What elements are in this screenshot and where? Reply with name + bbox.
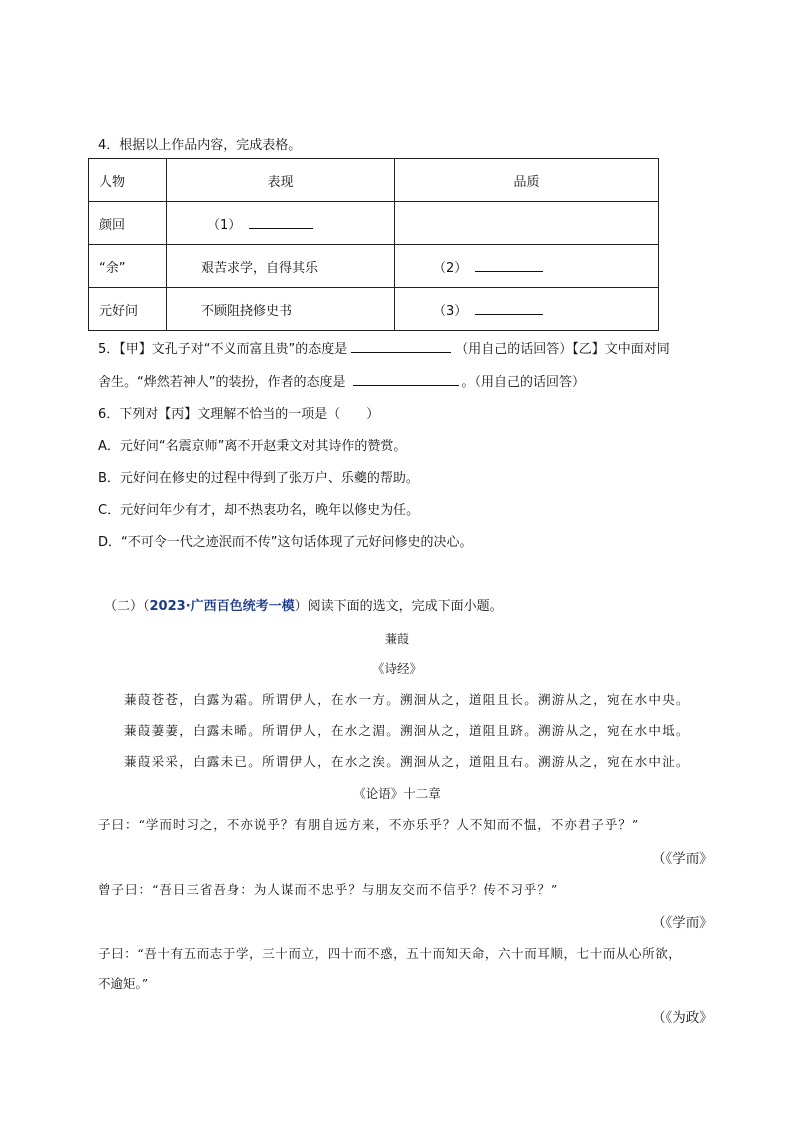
row-performance: 艰苦求学，自得其乐: [167, 245, 395, 288]
q5-blank-1[interactable]: [351, 340, 451, 353]
q5-text: （用自己的话回答）【乙】文中面对同: [455, 342, 670, 357]
row-person: 元好问: [89, 288, 167, 331]
q5-line-1: [98, 338, 670, 357]
blank-label: （3）: [433, 303, 468, 319]
q5-line-2: [98, 371, 585, 390]
section-suffix: ）阅读下面的选文，完成下面小题。: [294, 599, 503, 614]
analects-entry-continued: 不逾矩。”: [98, 976, 149, 991]
header-quality: 品质: [395, 159, 659, 202]
row-person: “余”: [89, 245, 167, 288]
analects-entry: 曾子曰：“吾日三省吾身：为人谋而不忠乎？与朋友交而不信乎？传不习乎？”: [98, 882, 559, 897]
option-c[interactable]: C．元好问年少有才，却不热衷功名，晚年以修史为任。: [98, 503, 420, 518]
row-quality: [395, 245, 659, 288]
table-row: [89, 288, 659, 331]
row-quality: [395, 288, 659, 331]
poem-line: 蒹葭苍苍，白露为霜。所谓伊人，在水一方。溯洄从之，道阻且长。溯游从之，宛在水中央。: [124, 692, 690, 707]
q5-text: 5．【甲】文孔子对“不义而富且贵”的态度是: [98, 342, 348, 357]
q5-text: 。（用自己的话回答）: [461, 375, 585, 390]
row-performance: [167, 202, 395, 245]
option-b[interactable]: B．元好问在修史的过程中得到了张万户、乐夔的帮助。: [98, 471, 419, 486]
poem-line: 蒹葭采采，白露未已。所谓伊人，在水之涘。溯洄从之，道阻且右。溯游从之，宛在水中沚。: [124, 754, 690, 769]
answer-table: [88, 158, 659, 331]
analects-title: 《论语》十二章: [353, 786, 441, 801]
analects-entry: 子曰：“学而时习之，不亦说乎？有朋自远方来，不亦乐乎？人不知而不愠，不亦君子乎？”: [98, 817, 640, 832]
answer-blank-2[interactable]: [475, 259, 543, 272]
q5-blank-2[interactable]: [353, 373, 459, 386]
answer-blank-3[interactable]: [475, 302, 543, 315]
row-person: 颜回: [89, 202, 167, 245]
table-row: [89, 202, 659, 245]
table-header-row: [89, 159, 659, 202]
section-heading: [104, 595, 503, 614]
q4-prompt: 4．根据以上作品内容，完成表格。: [98, 138, 302, 153]
table-row: [89, 245, 659, 288]
entry-source: （《为政》: [652, 1010, 713, 1026]
poem-source: 《诗经》: [371, 661, 422, 676]
poem-line: 蒹葭萋萋，白露未晞。所谓伊人，在水之湄。溯洄从之，道阻且跻。溯游从之，宛在水中坻。: [124, 723, 690, 738]
row-performance: 不顾阻挠修史书: [167, 288, 395, 331]
answer-blank-1[interactable]: [249, 216, 313, 229]
row-quality: [395, 202, 659, 245]
analects-entry: 子曰：“吾十有五而志于学，三十而立，四十而不惑，五十而知天命，六十而耳顺，七十而从心所欲，: [98, 946, 682, 961]
header-performance: 表现: [167, 159, 395, 202]
blank-label: （1）: [207, 217, 242, 233]
section-prefix: （二）（: [104, 599, 150, 614]
entry-source: （《学而》: [652, 915, 713, 931]
q5-text: 舍生。“烨然若神人”的装扮，作者的态度是: [98, 375, 346, 390]
q6-prompt: 6．下列对【丙】文理解不恰当的一项是（ ）: [98, 407, 380, 422]
entry-source: （《学而》: [652, 851, 713, 867]
section-source: 2023·广西百色统考一模: [149, 599, 295, 614]
poem-title: 蒹葭: [384, 632, 409, 646]
option-a[interactable]: A．元好问“名震京师”离不开赵秉文对其诗作的赞赏。: [98, 439, 407, 454]
blank-label: （2）: [433, 260, 468, 276]
header-person: 人物: [89, 159, 167, 202]
option-d[interactable]: D．“不可令一代之迹泯而不传”这句话体现了元好问修史的决心。: [98, 535, 473, 550]
